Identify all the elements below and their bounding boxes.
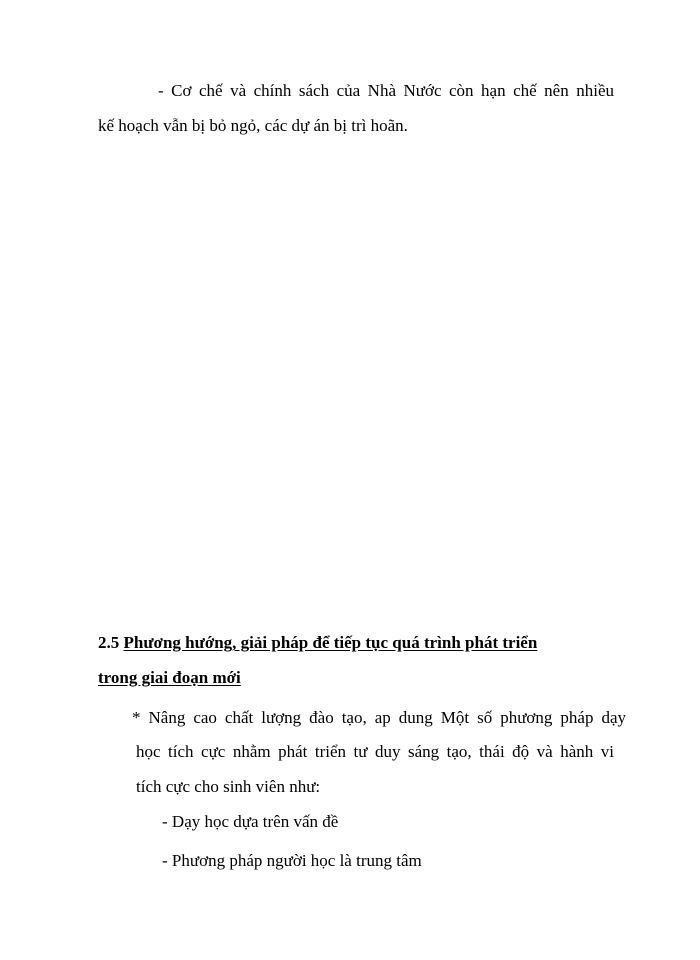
paragraph-1-line-2: kế hoạch vẫn bị bỏ ngỏ, các dự án bị trì hoãn. [98,116,408,135]
section-number: 2.5 [98,633,124,652]
paragraph-2-line-2: học tích cực nhằm phát triển tư duy sáng tạo, thái độ và hành vi [136,742,614,761]
section-title-part-1: Phương hướng, giải pháp để tiếp tục quá trình phát triển [123,633,538,652]
section-heading-line-2 [98,667,241,689]
section-title-part-2: trong giai đoạn mới [98,668,241,687]
bullet-item: - Dạy học dựa trên vấn đề [162,812,339,831]
paragraph-1-line-1: - Cơ chế và chính sách của Nhà Nước còn hạn chế nên nhiều [158,81,614,100]
paragraph-2-line-1: * Nâng cao chất lượng đào tạo, ap dung Một số phương pháp dạy [132,708,626,727]
section-heading-line-1 [98,632,537,654]
bullet-item: - Phương pháp người học là trung tâm [162,851,422,870]
paragraph-2-line-3: tích cực cho sinh viên như: [136,777,321,796]
